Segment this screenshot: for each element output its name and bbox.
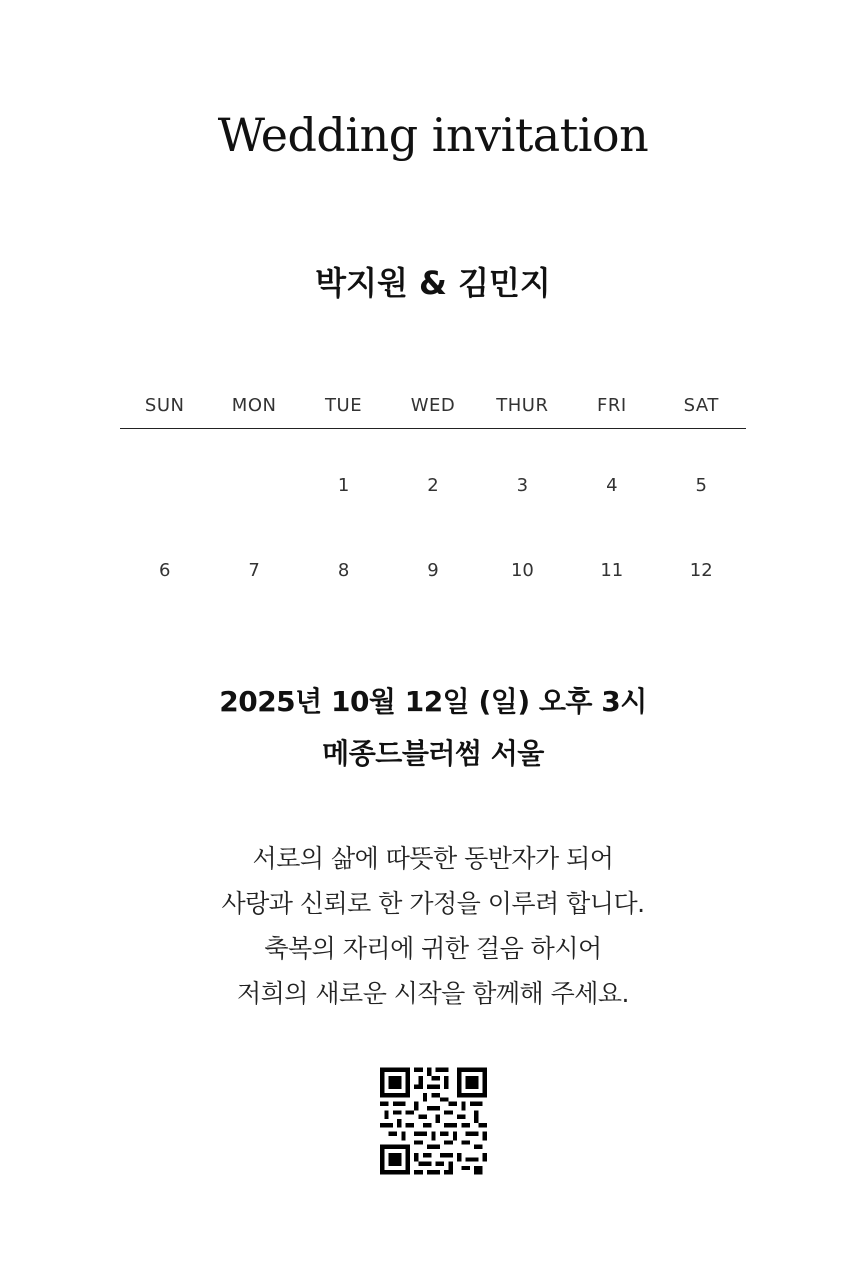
- event-venue: 메종드블러썸 서울: [322, 737, 544, 770]
- calendar-day: 11: [600, 560, 624, 581]
- weekday-thur: THUR: [496, 395, 549, 416]
- message-line: 축복의 자리에 귀한 걸음 하시어: [264, 934, 602, 963]
- weekday-mon: MON: [231, 395, 277, 416]
- couple-names: 박지원 & 김민지: [315, 264, 551, 302]
- calendar-day: 10: [510, 560, 534, 581]
- invitation-title: Wedding invitation: [217, 108, 649, 162]
- message-line: 저희의 새로운 시작을 함께해 주세요.: [237, 979, 629, 1008]
- calendar-day: 7: [248, 560, 260, 581]
- message-line: 서로의 삶에 따뜻한 동반자가 되어: [252, 844, 614, 873]
- calendar-day: 4: [606, 475, 618, 496]
- calendar-day: 3: [516, 475, 529, 496]
- calendar-day: 5: [695, 475, 707, 496]
- calendar-day: 2: [427, 475, 439, 496]
- calendar-day: 1: [337, 475, 350, 496]
- calendar-day: 8: [337, 560, 350, 581]
- message-line: 사랑과 신뢰로 한 가정을 이루려 합니다.: [221, 889, 645, 918]
- weekday-wed: WED: [410, 395, 456, 416]
- calendar-day: 9: [427, 560, 439, 581]
- calendar-weekday-header: [120, 392, 746, 429]
- calendar-week-1: [120, 443, 746, 528]
- invitation-message: [0, 836, 866, 1016]
- calendar-day: 6: [158, 560, 171, 581]
- calendar: [120, 392, 746, 613]
- event-datetime: 2025년 10월 12일 (일) 오후 3시: [219, 685, 647, 718]
- weekday-sat: SAT: [683, 395, 719, 416]
- weekday-sun: SUN: [144, 395, 185, 416]
- calendar-week-2: [120, 528, 746, 613]
- weekday-tue: TUE: [325, 395, 363, 416]
- weekday-fri: FRI: [596, 395, 627, 416]
- event-details: [0, 676, 866, 780]
- qr-code-icon[interactable]: [380, 1066, 487, 1176]
- calendar-day: 12: [689, 560, 713, 581]
